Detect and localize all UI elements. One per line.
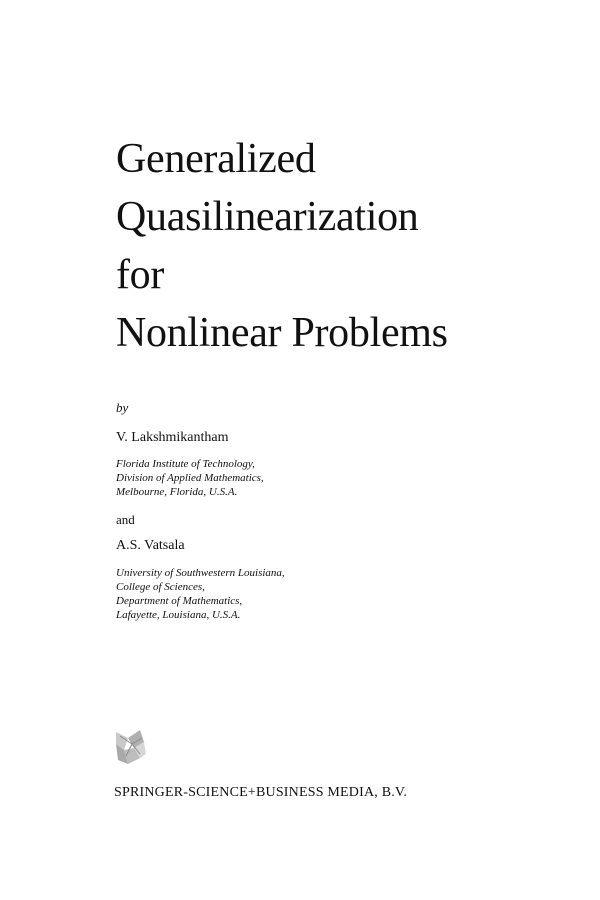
author-name-2: A.S. Vatsala (116, 538, 185, 553)
affiliation-line: University of Southwestern Louisiana, (116, 567, 285, 579)
title-line: Generalized (116, 136, 316, 182)
affiliation-line: Florida Institute of Technology, (116, 458, 255, 470)
affiliation-line: College of Sciences, (116, 581, 205, 593)
by-label: by (116, 400, 129, 415)
author-affiliation-1 (116, 457, 264, 499)
publisher-name: SPRINGER-SCIENCE+BUSINESS MEDIA, B.V. (114, 785, 408, 800)
affiliation-line: Lafayette, Louisiana, U.S.A. (116, 609, 241, 621)
title-line: Nonlinear Problems (116, 310, 448, 356)
title-line: Quasilinearization (116, 194, 419, 240)
and-label: and (116, 512, 135, 527)
affiliation-line: Department of Mathematics, (116, 595, 243, 607)
title-line: for (116, 252, 165, 298)
author-name-1: V. Lakshmikantham (116, 430, 229, 445)
affiliation-line: Division of Applied Mathematics, (116, 472, 264, 484)
springer-knight-icon (114, 728, 148, 768)
affiliation-line: Melbourne, Florida, U.S.A. (116, 486, 238, 498)
book-title (116, 130, 448, 362)
author-affiliation-2 (116, 566, 285, 622)
